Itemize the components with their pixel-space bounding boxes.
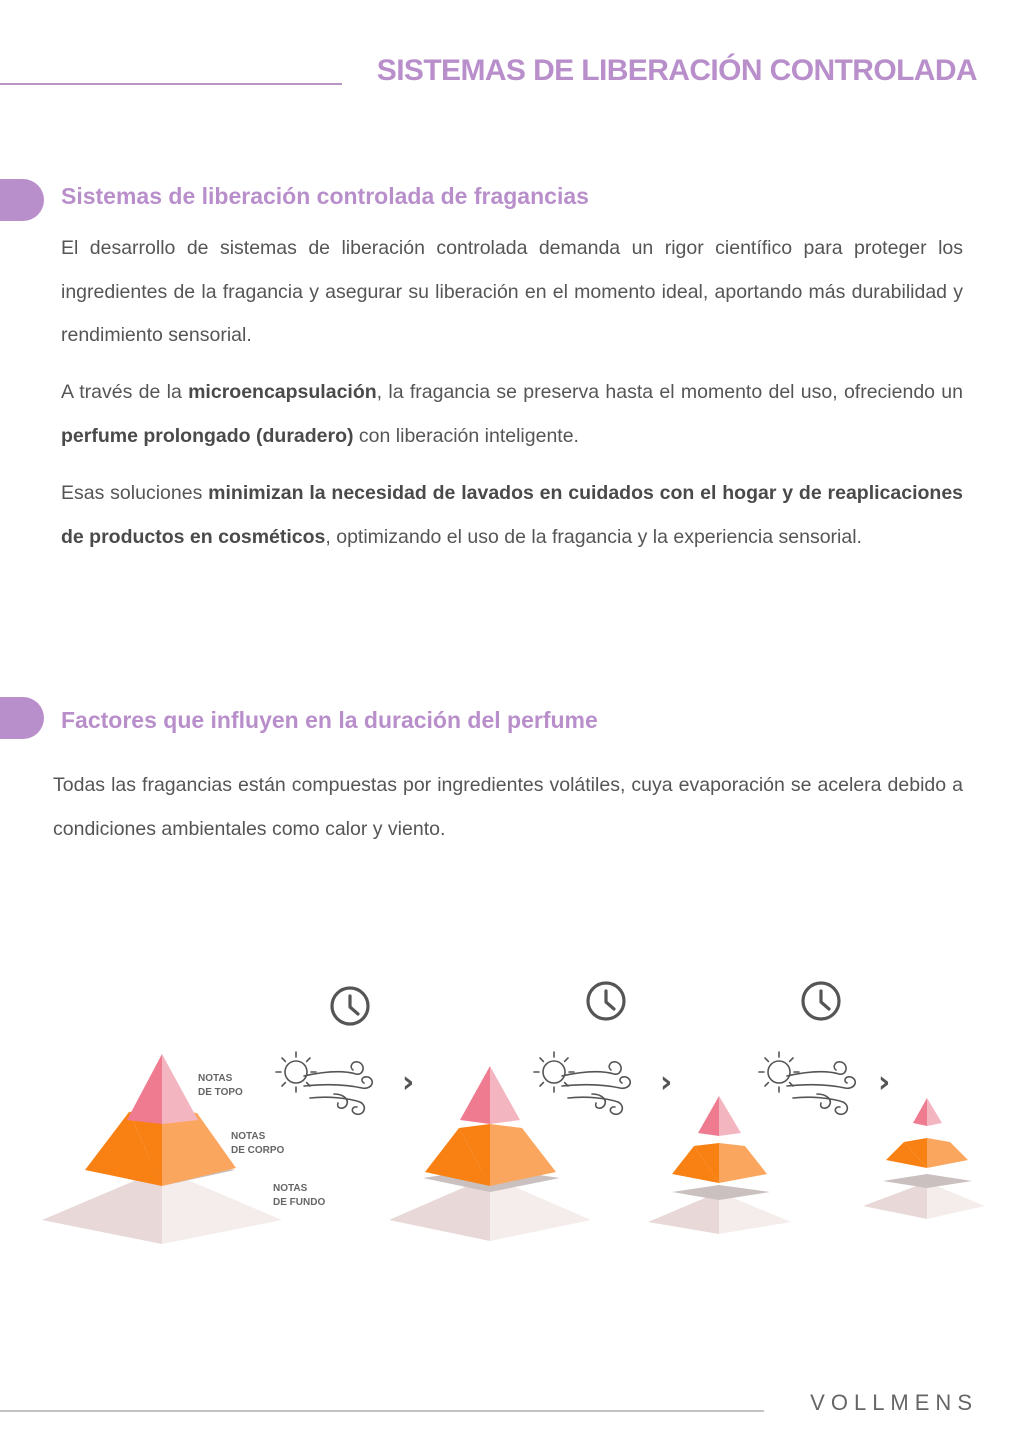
- label-top-notes-line1: NOTAS: [198, 1073, 233, 1084]
- wind-icon: [562, 1062, 630, 1114]
- brand-logo: VOLLMENS: [810, 1390, 978, 1415]
- chevron-right-icon: ›: [878, 1065, 891, 1100]
- wind-icon: [787, 1062, 855, 1114]
- paragraph-volatility: Todas las fragancias están compuestas por ingredientes volátiles, cuya evaporación se acelera debido a condiciones ambientales como calor y viento.: [53, 774, 963, 840]
- clock-icon: [588, 983, 624, 1019]
- chevron-right-icon: ›: [402, 1065, 415, 1100]
- section-heading: Factores que influyen en la duración del perfume: [61, 707, 598, 733]
- wind-icon: [304, 1062, 372, 1114]
- label-middle-notes-line1: NOTAS: [231, 1131, 266, 1142]
- header-rule: [0, 83, 342, 85]
- emphasis-text: minimizan la necesidad de lavados en cuidados con el hogar y de reaplicaciones de productos en cosméticos: [61, 482, 964, 548]
- label-top-notes-line2: DE TOPO: [198, 1087, 243, 1098]
- page-title: SISTEMAS DE LIBERACIÓN CONTROLADA: [376, 54, 977, 87]
- section-heading: Sistemas de liberación controlada de fragancias: [61, 183, 589, 209]
- clock-icon: [803, 983, 839, 1019]
- paragraph-intro: El desarrollo de sistemas de liberación controlada demanda un rigor científico para proteger los ingredientes de la fragancia y asegurar su liberación en el momento ideal, aportando más durabilidad y rendimiento sensorial.: [61, 237, 963, 346]
- emphasis-text: microencapsulación: [188, 381, 377, 403]
- pyramid-stage-4: [863, 1098, 985, 1219]
- footer-rule: [0, 1410, 764, 1412]
- label-base-notes-line1: NOTAS: [273, 1183, 308, 1194]
- section-marker: [0, 179, 44, 221]
- emphasis-text: perfume prolongado (duradero): [61, 424, 354, 447]
- chevron-right-icon: ›: [660, 1065, 673, 1100]
- fragrance-evaporation-diagram: [0, 960, 1024, 1280]
- clock-icon: [332, 988, 368, 1024]
- label-middle-notes-line2: DE CORPO: [231, 1145, 285, 1156]
- paragraph-solutions: Esas soluciones minimizan la necesidad de lavados en cuidados con el hogar y de reaplicaciones de productos en cosméticos, optimizando el uso de la fragancia y la experiencia sensorial.: [61, 482, 964, 548]
- label-base-notes-line2: DE FUNDO: [273, 1197, 326, 1208]
- section-marker: [0, 697, 44, 739]
- paragraph-microencapsulation: A través de la microencapsulación, la fragancia se preserva hasta el momento del uso, ofreciendo un perfume prolongado (duradero) con liberación inteligente.: [61, 381, 963, 447]
- pyramid-stage-3: [648, 1096, 791, 1234]
- pyramid-stage-2: [389, 1066, 591, 1241]
